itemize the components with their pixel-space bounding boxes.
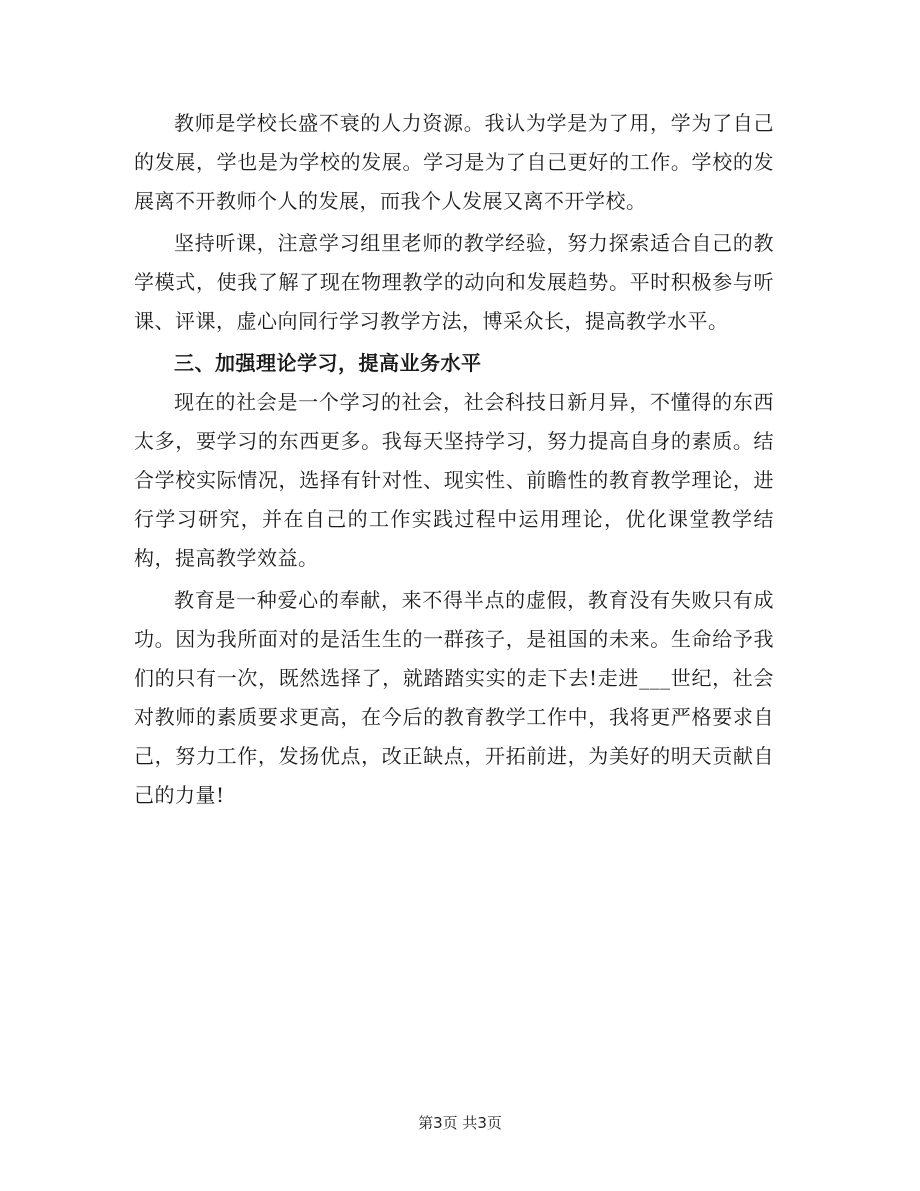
document-body [134, 104, 774, 815]
paragraph-teacher-resource: 教师是学校长盛不衰的人力资源。我认为学是为了用，学为了自己的发展，学也是为学校的发展。学习是为了自己更好的工作。学校的发展离不开教师个人的发展，而我个人发展又离不开学校。 [134, 111, 774, 213]
paragraph-lesson-observation: 坚持听课，注意学习组里老师的教学经验，努力探索适合自己的教学模式，使我了解了现在物理教学的动向和发展趋势。平时积极参与听课、评课，虚心向同行学习教学方法，博采众长，提高教学水平。 [134, 231, 774, 333]
paragraph-education-devotion: 教育是一种爱心的奉献，来不得半点的虚假，教育没有失败只有成功。因为我所面对的是活生生的一群孩子，是祖国的未来。生命给予我们的只有一次，既然选择了，就踏踏实实的走下去!走进___世纪，社会对教师的素质要求更高，在今后的教育教学工作中，我将更严格要求自己，努力工作，发扬优点，改正缺点，开拓前进，为美好的明天贡献自己的力量! [134, 588, 774, 807]
page-number-footer: 第3页 共3页 [418, 1114, 502, 1132]
section-heading-theory-study: 三、加强理论学习，提高业务水平 [174, 351, 482, 375]
paragraph-learning-society: 现在的社会是一个学习的社会，社会科技日新月异，不懂得的东西太多，要学习的东西更多。我每天坚持学习，努力提高自身的素质。结合学校实际情况，选择有针对性、现实性、前瞻性的教育教学理论，进行学习研究，并在自己的工作实践过程中运用理论，优化课堂教学结构，提高教学效益。 [134, 390, 774, 570]
